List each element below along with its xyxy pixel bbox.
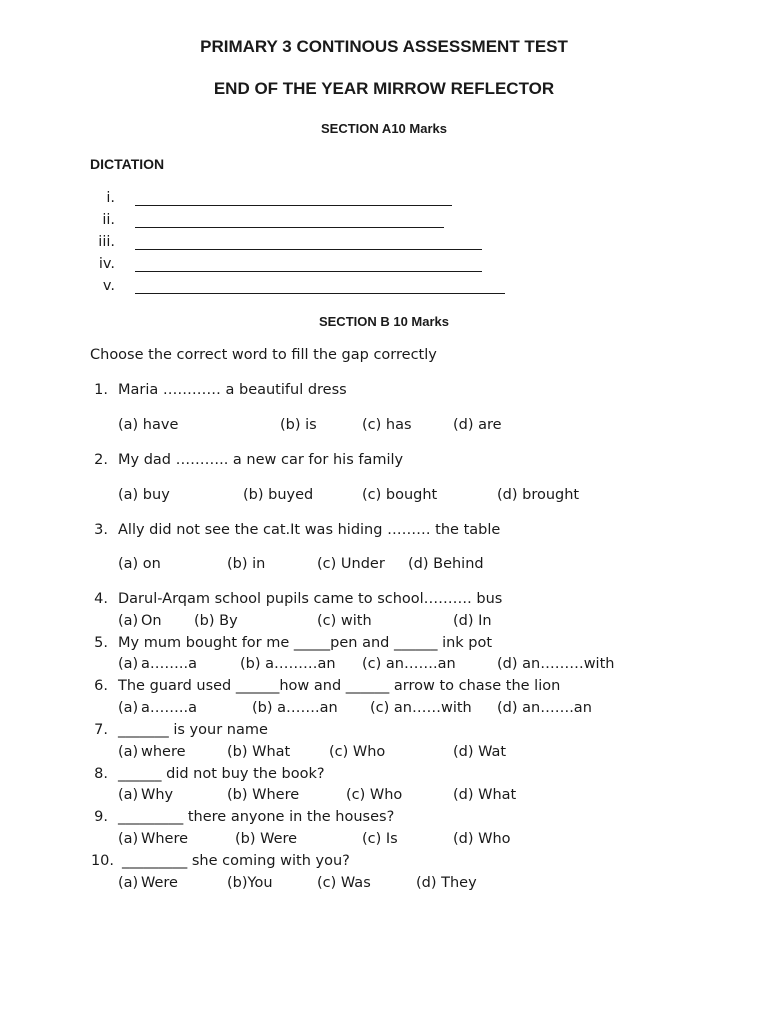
dictation-numeral: iv. (98, 256, 115, 272)
question-number: 7. (94, 722, 108, 738)
option[interactable]: (d) What (453, 787, 517, 803)
option: (a) (118, 875, 139, 891)
question-text: My dad ……….. a new car for his family (118, 452, 404, 468)
question-number: 1. (94, 382, 108, 398)
option[interactable]: a……..a (141, 700, 197, 716)
option[interactable]: (d) Who (453, 831, 511, 847)
question-text: ______ did not buy the book? (118, 766, 325, 782)
question-text: _________ there anyone in the houses? (118, 809, 395, 825)
dictation-answer-line[interactable] (135, 205, 452, 206)
option[interactable]: (c) bought (362, 487, 438, 503)
question-text: _______ is your name (118, 722, 268, 738)
option[interactable]: (c) has (362, 417, 412, 433)
option[interactable]: (b) What (227, 744, 291, 760)
dictation-numeral: ii. (102, 212, 115, 228)
option[interactable]: Were (141, 875, 178, 891)
section-b-heading: SECTION B 10 Marks (318, 314, 450, 329)
option: (a) (118, 787, 139, 803)
option[interactable]: (a) on (118, 556, 161, 572)
option: (a) (118, 656, 139, 672)
option[interactable]: (d) Wat (453, 744, 507, 760)
option[interactable]: Where (141, 831, 189, 847)
option[interactable]: (b) in (227, 556, 266, 572)
option[interactable]: (d) Behind (408, 556, 484, 572)
question-number: 3. (94, 522, 108, 538)
option[interactable]: (b) a………an (240, 656, 336, 672)
dictation-answer-line[interactable] (135, 227, 444, 228)
option[interactable]: (d) In (453, 613, 492, 629)
dictation-answer-line[interactable] (135, 293, 505, 294)
option[interactable]: (c) Under (317, 556, 385, 572)
option[interactable]: a……..a (141, 656, 197, 672)
question-text: Ally did not see the cat.It was hiding ……… the table (118, 522, 501, 538)
question-number: 6. (94, 678, 108, 694)
question-number: 10. (90, 853, 114, 869)
option[interactable]: (c) Was (317, 875, 371, 891)
option[interactable]: (d) are (453, 417, 502, 433)
option: (a) (118, 744, 139, 760)
option[interactable]: (b) buyed (243, 487, 314, 503)
question-text: The guard used ______how and ______ arrow to chase the lion (118, 678, 561, 694)
instruction-text: Choose the correct word to fill the gap correctly (90, 347, 437, 363)
option[interactable]: (c) Who (346, 787, 403, 803)
option[interactable]: (c) with (317, 613, 372, 629)
question-number: 9. (94, 809, 108, 825)
option[interactable]: (c) an……with (370, 700, 472, 716)
option[interactable]: (b)You (227, 875, 273, 891)
option[interactable]: (c) Who (329, 744, 386, 760)
question-number: 2. (94, 452, 108, 468)
dictation-answer-line[interactable] (135, 249, 482, 250)
option[interactable]: (a) buy (118, 487, 170, 503)
question-number: 4. (94, 591, 108, 607)
question-number: 5. (94, 635, 108, 651)
dictation-numeral: iii. (98, 234, 115, 250)
question-text: Maria ………… a beautiful dress (118, 382, 347, 398)
option[interactable]: On (141, 613, 162, 629)
option[interactable]: (d) They (416, 875, 477, 891)
question-text: _________ she coming with you? (122, 853, 350, 869)
dictation-answer-line[interactable] (135, 271, 482, 272)
question-text: Darul-Arqam school pupils came to school………. bus (118, 591, 503, 607)
dictation-heading: DICTATION (90, 156, 165, 172)
option: (a) (118, 613, 139, 629)
option: (a) (118, 700, 139, 716)
page-subtitle: END OF THE YEAR MIRROW REFLECTOR (213, 79, 555, 98)
option[interactable]: where (141, 744, 186, 760)
option[interactable]: (b) a…….an (252, 700, 338, 716)
page-title: PRIMARY 3 CONTINOUS ASSESSMENT TEST (200, 37, 568, 56)
option[interactable]: (b) Were (235, 831, 298, 847)
option[interactable]: (d) brought (497, 487, 580, 503)
option[interactable]: Why (141, 787, 174, 803)
question-number: 8. (94, 766, 108, 782)
option[interactable]: (d) an………with (497, 656, 615, 672)
option: (a) (118, 831, 139, 847)
option[interactable]: (c) Is (362, 831, 398, 847)
dictation-numeral: i. (106, 190, 115, 206)
dictation-numeral: v. (102, 278, 115, 294)
option[interactable]: (b) By (194, 613, 238, 629)
option[interactable]: (b) Where (227, 787, 300, 803)
option[interactable]: (c) an…….an (362, 656, 456, 672)
option[interactable]: (a) have (118, 417, 179, 433)
question-text: My mum bought for me _____pen and ______ ink pot (118, 635, 493, 651)
section-a-heading: SECTION A10 Marks (321, 121, 447, 136)
option[interactable]: (b) is (280, 417, 317, 433)
option[interactable]: (d) an…….an (497, 700, 592, 716)
